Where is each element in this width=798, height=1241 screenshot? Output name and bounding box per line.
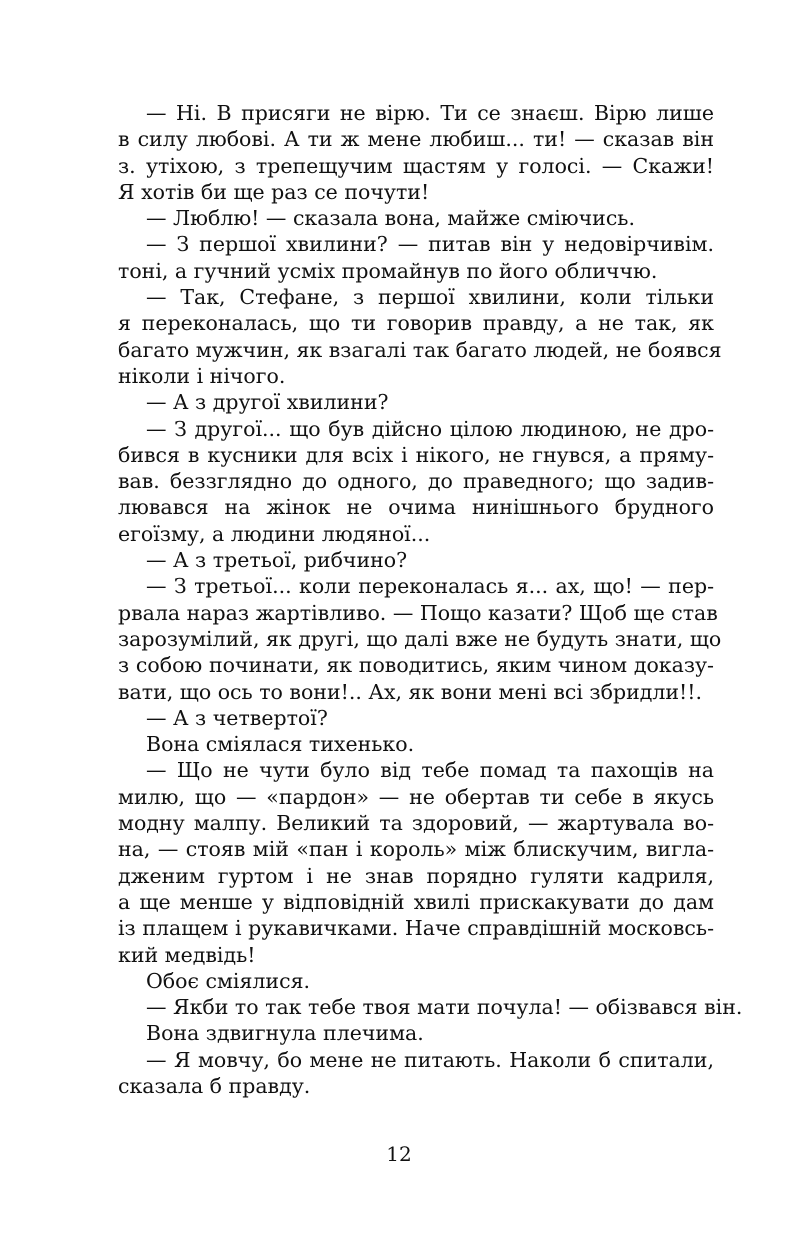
text-line: модну малпу. Великий та здоровий, — жартувала во- — [118, 811, 714, 836]
text-line: — Так, Стефане, з першої хвилини, коли тільки — [146, 285, 714, 310]
text-line: вати, що ось то вони!.. Ах, як вони мені всі збридли!!. — [118, 679, 703, 704]
text-line: — А з четвертої? — [146, 705, 328, 730]
text-line: — Ні. В присяги не вірю. Ти се знаєш. Вірю лише — [146, 101, 714, 125]
text-line: бився в кусники для всіх і нікого, не гнувся, а пряму- — [118, 442, 714, 467]
text-line: — Якби то так тебе твоя мати почула! — обізвався він. — [146, 995, 743, 1020]
text-line: — З першої хвилини? — питав він у недовірчивім. — [146, 232, 714, 257]
text-line: — Що не чути було від тебе помад та пахощів на — [146, 758, 714, 783]
text-line: егоїзму, а людини людяної... — [118, 521, 431, 546]
text-line: я переконалась, що ти говорив правду, а не так, як — [118, 311, 714, 336]
text-line: — Люблю! — сказала вона, майже сміючись. — [146, 206, 635, 231]
text-line: із плащем і рукавичками. Наче справдішній московсь- — [118, 916, 714, 941]
text-line: — З третьої... коли переконалась я... ах, що! — пер- — [146, 574, 714, 599]
body-text — [118, 100, 743, 1099]
text-line: ніколи і нічого. — [118, 363, 286, 388]
text-line: з. утіхою, з трепещучим щастям у голосі. — Скажи! — [118, 153, 714, 178]
text-line: Обоє сміялися. — [146, 968, 311, 993]
text-line: дженим гуртом і не знав порядно гуляти кадриля, — [118, 863, 714, 888]
text-line: — А з другої хвилини? — [146, 390, 389, 415]
text-line: милю, що — «пардон» — не обертав ти себе в якусь — [118, 784, 714, 809]
text-line: в силу любові. А ти ж мене любиш... ти! — сказав він — [118, 127, 714, 152]
text-line: лювався на жінок не очима нинішнього брудного — [118, 495, 714, 520]
page-number: 12 — [386, 1142, 412, 1166]
text-line: з собою починати, як поводитись, яким чином доказу- — [118, 653, 714, 678]
text-line: вав. беззглядно до одного, до праведного; що задив- — [118, 469, 714, 494]
text-line: Вона здвигнула плечима. — [146, 1021, 424, 1046]
text-line: сказала б правду. — [118, 1073, 311, 1098]
text-line: — Я мовчу, бо мене не питають. Наколи б спитали, — [146, 1047, 714, 1072]
text-line: зарозумілий, як другі, що далі вже не будуть знати, що — [118, 626, 722, 651]
text-line: а ще менше у відповідній хвилі прискакувати до дам — [118, 889, 714, 914]
text-line: рвала нараз жартівливо. — Пощо казати? Щоб ще став — [118, 600, 718, 625]
text-line: — А з третьої, рибчино? — [146, 548, 408, 573]
text-line: на, — стояв мій «пан і король» між блискучим, вигла- — [118, 837, 714, 862]
text-line: Я хотів би ще раз се почути! — [118, 179, 430, 204]
text-line: — З другої... що був дійсно цілою людиною, не дро- — [146, 416, 714, 441]
text-line: Вона сміялася тихенько. — [146, 732, 415, 757]
text-line: багато мужчин, як взагалі так багато людей, не боявся — [118, 337, 722, 362]
text-line: тоні, а гучний усміх промайнув по його обличчю. — [118, 258, 658, 283]
text-line: кий медвідь! — [118, 942, 256, 967]
